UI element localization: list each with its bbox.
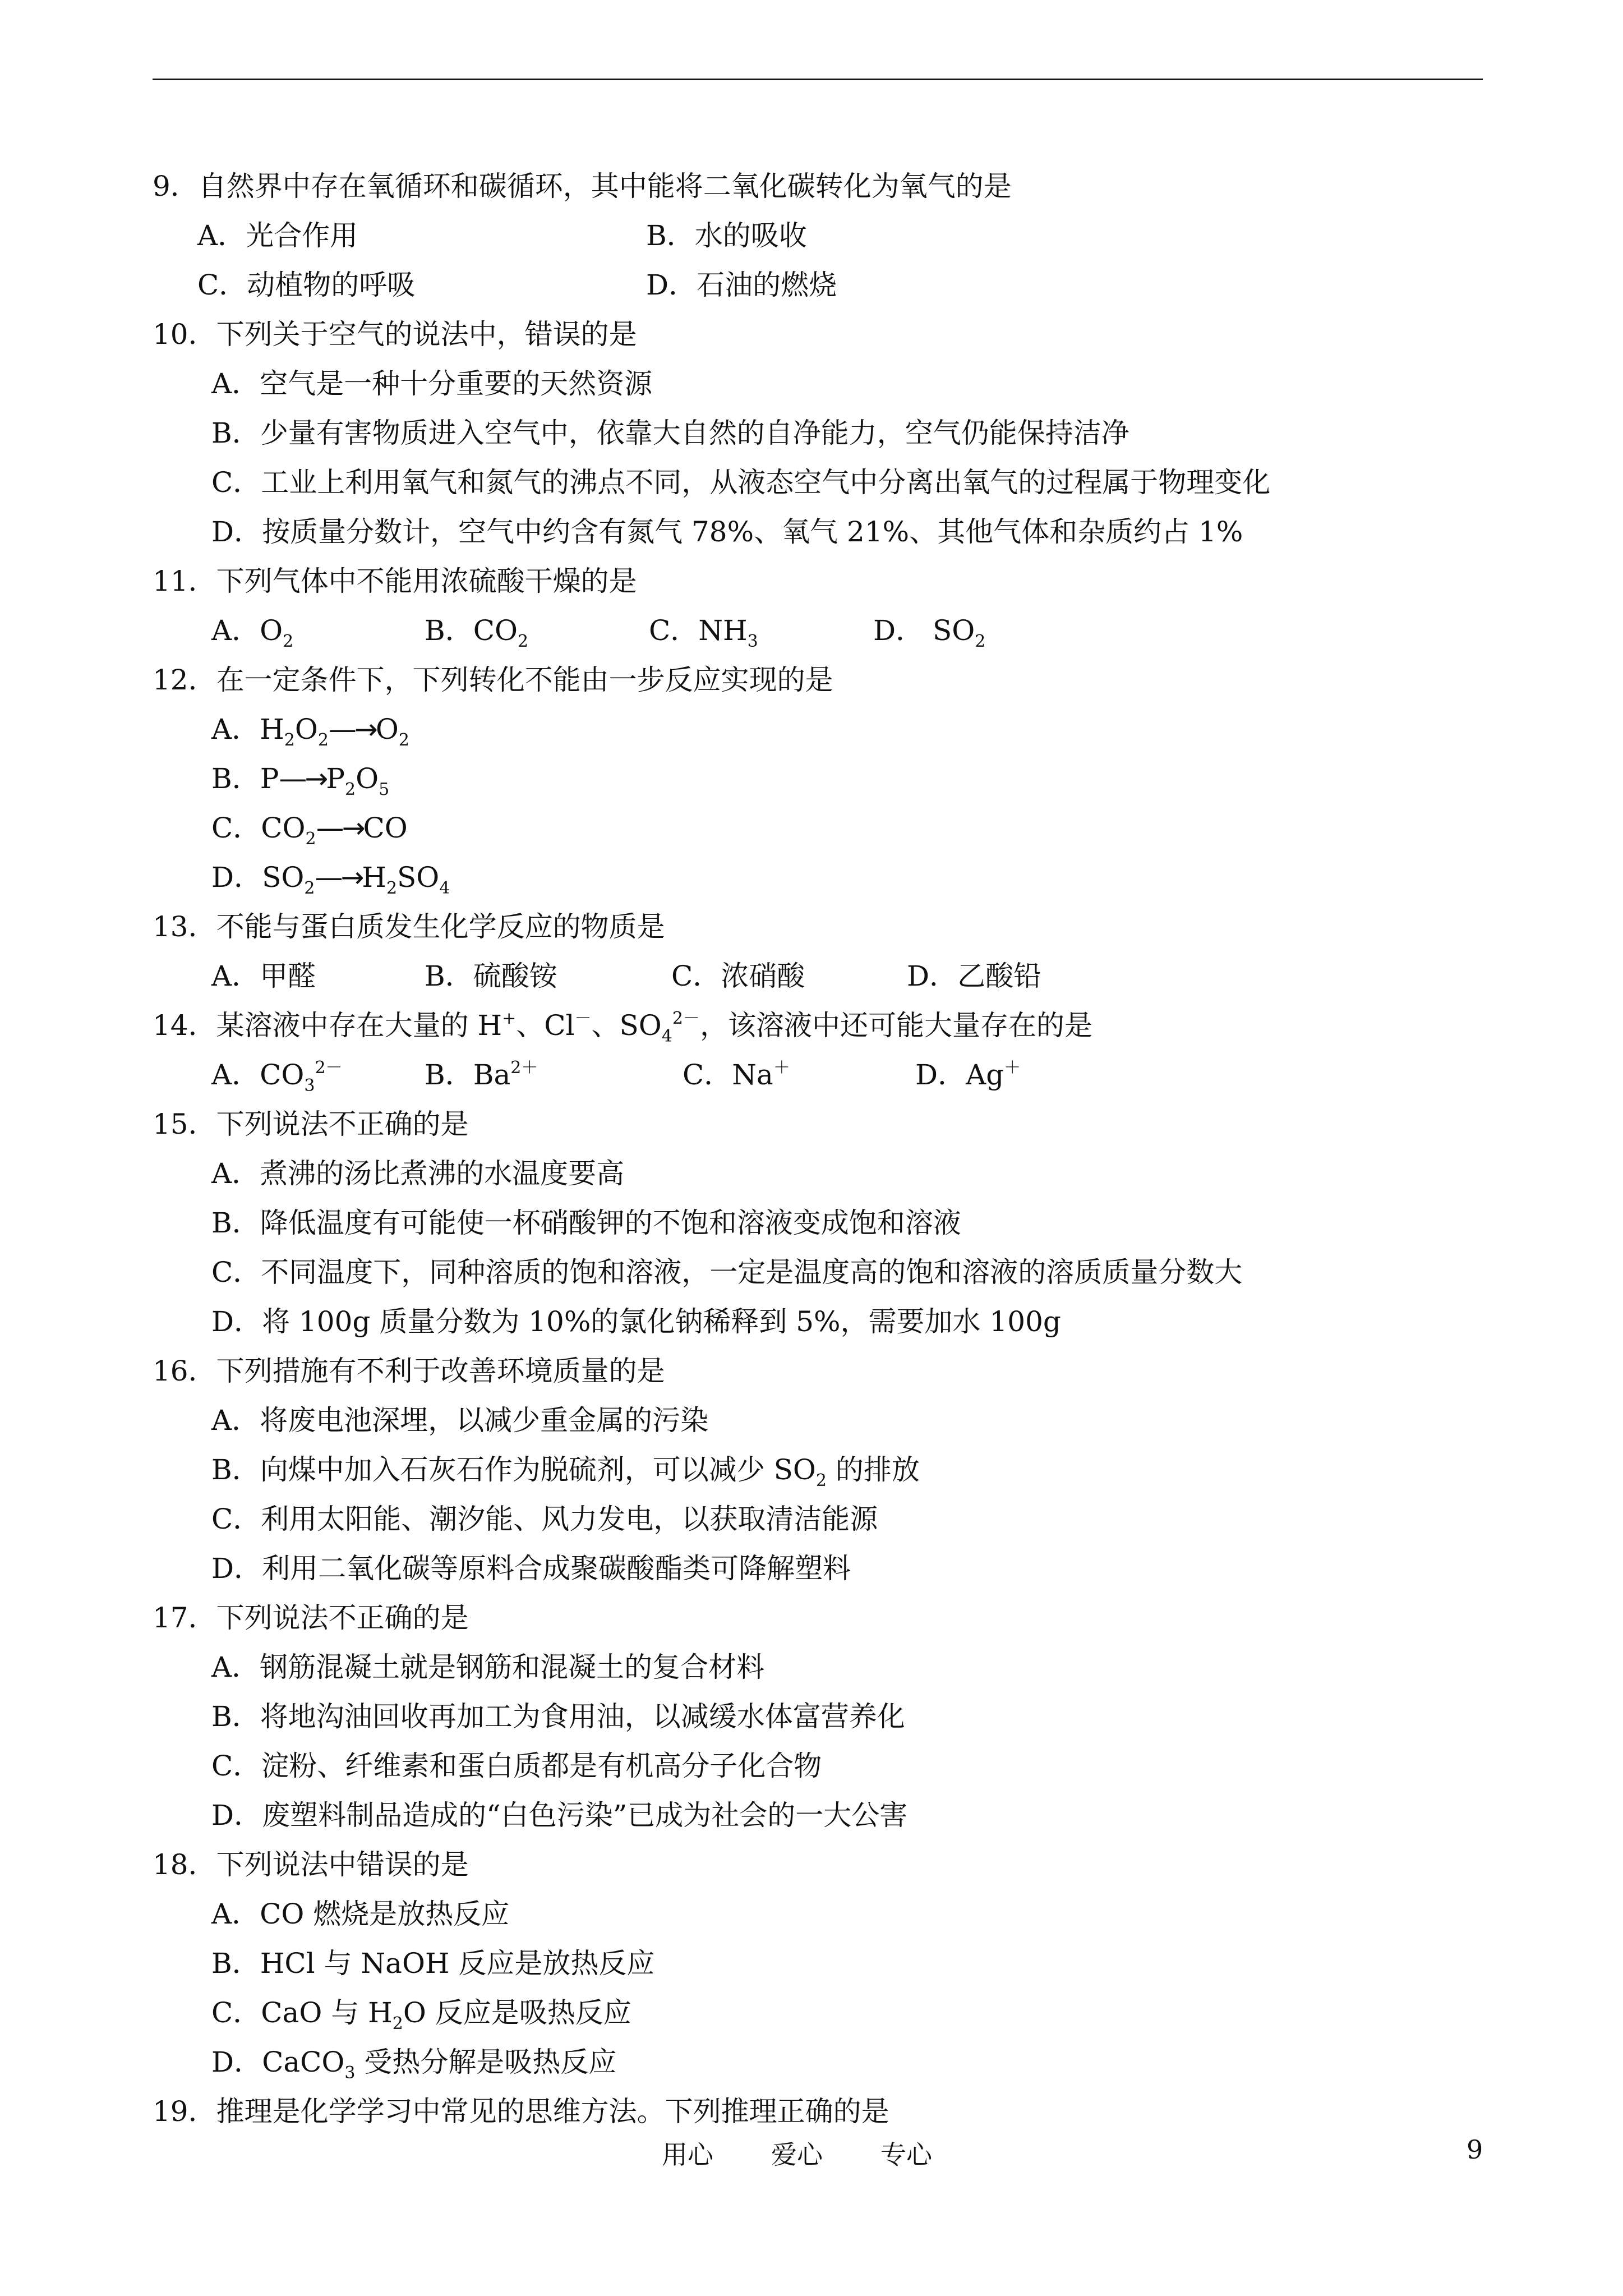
header-rule bbox=[153, 79, 1483, 80]
option-a: A．煮沸的汤比煮沸的水温度要高 bbox=[211, 1157, 625, 1190]
question-14-stem: 14．某溶液中存在大量的 H+、Cl－、$SO_4^{2-}$，该溶液中还可能大量存在的是 bbox=[153, 1009, 1092, 1046]
option-d: D．乙酸铅 bbox=[907, 960, 1042, 992]
question-list bbox=[153, 162, 1483, 2136]
option-b: B．硫酸铵 bbox=[425, 960, 557, 992]
option-c: C．不同温度下，同种溶质的饱和溶液，一定是温度高的饱和溶液的溶质质量分数大 bbox=[211, 1256, 1243, 1289]
option-d: D．将 100g 质量分数为 10%的氯化钠稀释到 5%，需要加水 100g bbox=[211, 1305, 1061, 1338]
question-17-stem: 17．下列说法不正确的是 bbox=[153, 1602, 469, 1634]
question-16-stem: 16．下列措施有不利于改善环境质量的是 bbox=[153, 1355, 665, 1387]
option-c: C．动植物的呼吸 bbox=[197, 269, 416, 301]
option-a: A．甲醛 bbox=[211, 960, 316, 992]
option-d: D．废塑料制品造成的“白色污染”已成为社会的一大公害 bbox=[211, 1799, 908, 1832]
reaction-arrow-icon: —→ bbox=[279, 762, 326, 795]
option-c: C．淀粉、纤维素和蛋白质都是有机高分子化合物 bbox=[211, 1750, 822, 1782]
option-d: D． $SO_2$ bbox=[873, 614, 986, 651]
option-a: A．钢筋混凝土就是钢筋和混凝土的复合材料 bbox=[211, 1651, 765, 1683]
option-a: A．$O_2$ bbox=[211, 614, 294, 651]
option-a: A．$H_2O_2—\to O_2$ bbox=[211, 713, 409, 750]
option-d: D．石油的燃烧 bbox=[646, 269, 837, 301]
option-b: B．将地沟油回收再加工为食用油，以减缓水体富营养化 bbox=[211, 1700, 905, 1733]
question-9-stem: 9．自然界中存在氧循环和碳循环，其中能将二氧化碳转化为氧气的是 bbox=[153, 170, 1012, 203]
question-13-stem: 13．不能与蛋白质发生化学反应的物质是 bbox=[153, 910, 665, 943]
option-b: B．$P—\to P_2O_5$ bbox=[211, 762, 390, 799]
option-d: D．$SO_2—\to H_2SO_4$ bbox=[211, 861, 450, 898]
footer-motto-3: 专心 bbox=[880, 2139, 932, 2170]
option-d: D．按质量分数计，空气中约含有氮气 78%、氧气 21%、其他气体和杂质约占 1% bbox=[211, 516, 1243, 548]
question-9-options-row2 bbox=[153, 260, 1483, 310]
option-b: B．向煤中加入石灰石作为脱硫剂，可以减少 $SO_2$ 的排放 bbox=[211, 1453, 920, 1490]
option-a: A．$CO_3^{2-}$ bbox=[211, 1058, 343, 1096]
footer-motto-1: 用心 bbox=[662, 2139, 713, 2170]
option-a: A．CO 燃烧是放热反应 bbox=[211, 1898, 510, 1930]
option-b: B．水的吸收 bbox=[646, 219, 807, 252]
question-12-stem: 12．在一定条件下，下列转化不能由一步反应实现的是 bbox=[153, 664, 833, 696]
option-b: B．HCl 与 NaOH 反应是放热反应 bbox=[211, 1947, 655, 1980]
option-b: B．$Ba^{2+}$ bbox=[425, 1058, 538, 1091]
option-b: B．降低温度有可能使一杯硝酸钾的不饱和溶液变成饱和溶液 bbox=[211, 1207, 961, 1239]
question-11-options bbox=[153, 606, 1483, 655]
option-a: A．光合作用 bbox=[197, 219, 358, 252]
question-11-stem: 11．下列气体中不能用浓硫酸干燥的是 bbox=[153, 565, 637, 597]
option-c: C．$CO_2—\to CO$ bbox=[211, 812, 408, 849]
option-c: C．CaO 与 $H_2O$ 反应是吸热反应 bbox=[211, 1996, 631, 2033]
option-c: C．工业上利用氧气和氮气的沸点不同，从液态空气中分离出氧气的过程属于物理变化 bbox=[211, 466, 1271, 499]
option-c: C．浓硝酸 bbox=[671, 960, 805, 992]
option-d: D．CaCO$_3$ 受热分解是吸热反应 bbox=[211, 2046, 617, 2083]
reaction-arrow-icon: —→ bbox=[315, 861, 362, 894]
question-19-stem: 19．推理是化学学习中常见的思维方法。下列推理正确的是 bbox=[153, 2095, 889, 2128]
reaction-arrow-icon: —→ bbox=[328, 713, 376, 746]
question-10-stem: 10．下列关于空气的说法中，错误的是 bbox=[153, 318, 637, 351]
option-c: C．Na＋ bbox=[683, 1058, 790, 1091]
question-13-options bbox=[153, 951, 1483, 1001]
option-c: C．$NH_3$ bbox=[649, 614, 758, 651]
question-9-options-row1 bbox=[153, 211, 1483, 260]
option-d: D．利用二氧化碳等原料合成聚碳酸酯类可降解塑料 bbox=[211, 1552, 851, 1585]
option-a: A．空气是一种十分重要的天然资源 bbox=[211, 367, 653, 400]
option-a: A．将废电池深埋，以减少重金属的污染 bbox=[211, 1404, 709, 1437]
question-15-stem: 15．下列说法不正确的是 bbox=[153, 1108, 469, 1140]
page-number: 9 bbox=[1467, 2134, 1483, 2165]
option-d: D．Ag＋ bbox=[915, 1058, 1021, 1091]
option-b: B．少量有害物质进入空气中，依靠大自然的自净能力，空气仍能保持洁净 bbox=[211, 417, 1129, 449]
reaction-arrow-icon: —→ bbox=[316, 812, 363, 844]
question-14-options bbox=[153, 1050, 1483, 1099]
option-c: C．利用太阳能、潮汐能、风力发电，以获取清洁能源 bbox=[211, 1503, 878, 1535]
option-b: B．$CO_2$ bbox=[425, 614, 529, 651]
question-18-stem: 18．下列说法中错误的是 bbox=[153, 1848, 469, 1881]
footer-motto-2: 爱心 bbox=[771, 2139, 823, 2170]
